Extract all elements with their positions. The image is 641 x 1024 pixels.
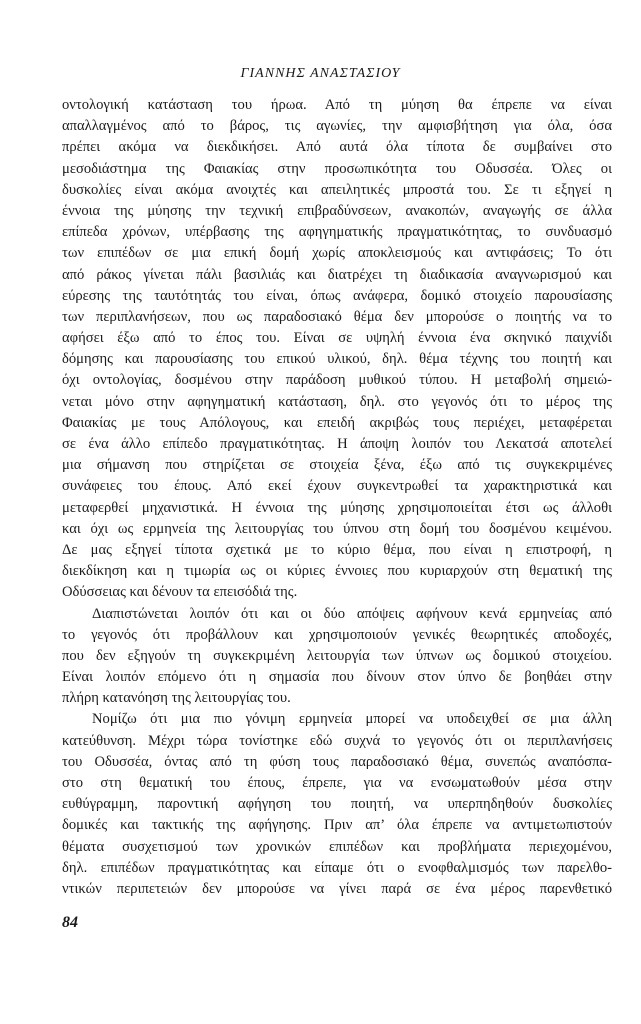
text-line: ευθύγραμμη, παροντική αφήγηση του ποιητή, να υπερπηδηθούν δυσκολίες [62, 796, 612, 813]
text-line: Διαπιστώνεται λοιπόν ότι και οι δύο απόψεις αφήνουν κενά ερμηνείας από [92, 605, 612, 622]
text-line: οντολογική κατάσταση του ήρωα. Από τη μύηση θα έπρεπε να είναι [62, 97, 612, 113]
text-line: δυσκολίες είναι ακόμα ανοιχτές και απειλητικές μπροστά του. Σε τι εξηγεί η [62, 181, 612, 198]
text-line: διεκδίκηση και η τιμωρία ως οι κύριες έννοιες που κυριαρχούν στη θεματική της [62, 563, 612, 580]
text-line: δόμησης και παρουσίασης του επικού υλικού, δηλ. θέμα τέχνης του ποιητή και [62, 351, 612, 368]
text-line: μεσοδιάστημα της Φαιακίας στην προσωπικότητα του Οδυσσέα. Όλες οι [62, 160, 612, 177]
text-line: του Οδυσσέα, όντας από τη φύση τους παραδοσιακό θέμα, συνεπώς αναπόσπα- [62, 753, 612, 770]
text-line: δομικές και τακτικής της αφήγησης. Πριν απ’ όλα έπρεπε να αντιμετωπιστούν [62, 817, 612, 834]
text-line: μια σήμανση που στηρίζεται σε στοιχεία ξένα, έξω από τις συγκεκριμένες [62, 457, 612, 474]
text-line: πρέπει ακόμα να διεκδικήσει. Από αυτά όλα τίποτα δε συμβαίνει στο [62, 139, 612, 156]
text-line: κατεύθυνση. Μέχρι τώρα τονίστηκε εδώ συχνά το γεγονός ότι οι περιπλανήσεις [62, 732, 612, 749]
text-line: Οδύσσειας και δένουν τα επεισόδιά της. [62, 584, 298, 601]
text-line: Φαιακίας με τους Απόλογους, και επειδή ακριβώς τους περιέχει, μεταφέρεται [62, 414, 612, 431]
text-line: θέματα συσχετισμού των χρονικών επιπέδων και προβλήματα περιεχομένου, [62, 838, 612, 855]
text-line: νεται μόνο στην αφηγηματική κατάσταση, δηλ. στο γεγονός ότι το μέρος της [62, 393, 612, 410]
text-line: σε ένα άλλο επίπεδο πραγματικότητας. Η άποψη λοιπόν του Λεκατσά αποτελεί [62, 436, 612, 452]
text-line: το γεγονός ότι προβάλλουν και χρησιμοποιούν γενικές θεωρητικές αποδοχές, [62, 626, 612, 643]
text-line: από ράκος γίνεται πάλι βασιλιάς και διατρέχει τη διαδικασία αναγνωρισμού και [62, 266, 612, 283]
text-line: στο στη θεματική του έπους, έπρεπε, για να ενσωματωθούν μέσα στην [62, 775, 612, 791]
text-line: των περιπλανήσεων, που ως παραδοσιακό θέμα δεν μπορούσε ο ποιητής να το [62, 308, 612, 325]
text-line: αφήσει έξω από το έπος του. Είναι σε υψηλή έννοια ένα σκηνικό παιχνίδι [62, 330, 612, 347]
text-line: που δεν εξηγούν τη συγκεκριμένη λειτουργία των ύπνων ως δομικού στοιχείου. [62, 647, 612, 664]
text-line: όχι οντολογίας, δοσμένου στην παράδοση μυθικού τύπου. Η μεταβολή σημειώ- [62, 372, 612, 389]
page-number: 84 [62, 914, 78, 931]
text-line: έννοια της μύησης την τεχνική επιβραδύνσεων, ανακοπών, αναγωγής σε άλλα [62, 202, 612, 219]
text-line: δηλ. επιπέδων πραγματικότητας και είπαμε ότι ο ενοφθαλμισμός των παρελθο- [62, 859, 612, 876]
body-text [62, 95, 612, 900]
text-line: ντικών περιπετειών δεν μπορούσε να γίνει παρά σε ένα μέρος παρενθετικό [62, 880, 612, 897]
text-line: και όχι ως ερμηνεία της λειτουργίας του ύπνου στη δομή του δοσμένου κειμένου. [62, 520, 612, 537]
text-line: μεταφερθεί μηχανιστικά. Η έννοια της μύησης χρησιμοποιείται έτσι ως άλλοθι [62, 499, 612, 516]
text-line: Νομίζω ότι μια πιο γόνιμη ερμηνεία μπορεί να υποδειχθεί σε μια άλλη [92, 711, 612, 728]
text-line: Είναι λοιπόν επόμενο ότι η σημασία που δίνουν στον ύπνο δε βοηθάει στην [62, 669, 612, 686]
text-line: απαλλαγμένος από το βάρος, τις αγωνίες, την αμφισβήτηση για όλα, όσα [62, 118, 612, 135]
text-line: εύρεσης της ταυτότητάς του είναι, όπως ανάφερα, δομικό στοιχείο παρουσίασης [62, 287, 612, 304]
text-line: πλήρη κατανόηση της λειτουργίας του. [62, 690, 291, 707]
text-line: επίπεδα χρόνων, υπέρβασης της αφηγηματικής πραγματικότητας, το συνδυασμό [62, 224, 612, 241]
running-header: ΓΙΑΝΝΗΣ ΑΝΑΣΤΑΣΙΟΥ [240, 66, 401, 81]
text-line: συνάφειες του έπους. Από εκεί έχουν συγκεντρωθεί τα χαρακτηριστικά και [62, 478, 612, 495]
text-line: των επιπέδων σε μια επική δομή χωρίς αποκλεισμούς και αντιφάσεις; Το ότι [62, 245, 612, 262]
text-line: Δε μας εξηγεί τίποτα σχετικά με το κύριο θέμα, που είναι η επιστροφή, η [62, 541, 612, 558]
